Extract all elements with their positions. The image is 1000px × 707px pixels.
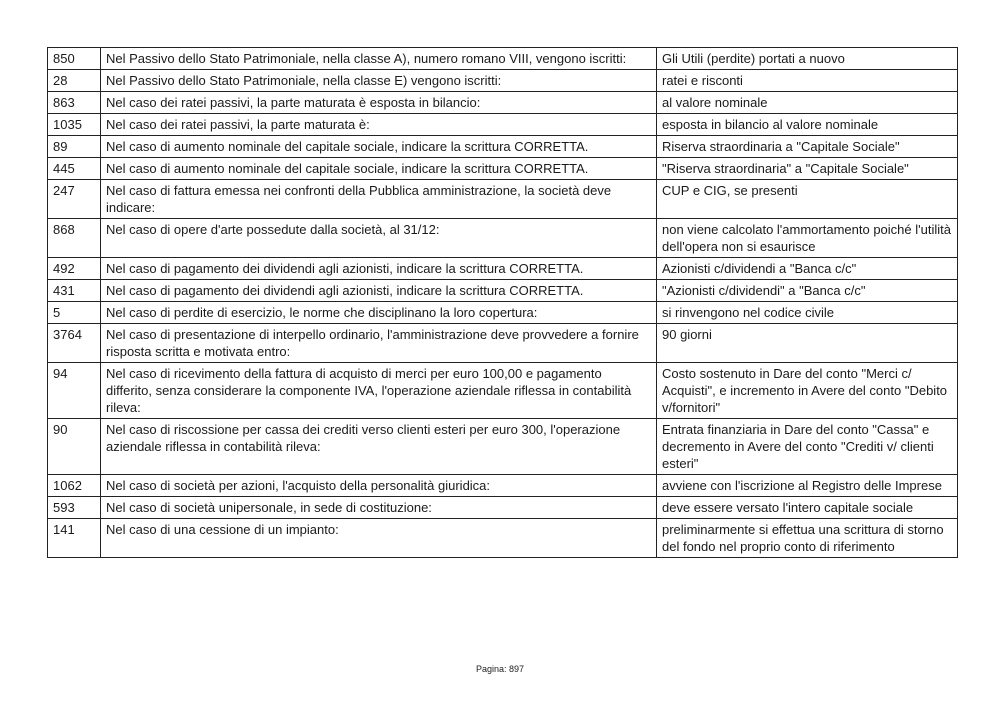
question-text-cell: Nel caso di una cessione di un impianto: (101, 519, 657, 558)
table-row (48, 48, 958, 70)
answer-text-cell: Entrata finanziaria in Dare del conto "Cassa" e decremento in Avere del conto "Crediti v/ clienti esteri" (657, 419, 958, 475)
table-row (48, 497, 958, 519)
table-row (48, 302, 958, 324)
answer-text-cell: al valore nominale (657, 92, 958, 114)
table-row (48, 258, 958, 280)
table-row (48, 114, 958, 136)
table-row (48, 519, 958, 558)
question-id-cell: 90 (48, 419, 101, 475)
answer-text-cell: non viene calcolato l'ammortamento poiché l'utilità dell'opera non si esaurisce (657, 219, 958, 258)
question-text-cell: Nel caso di aumento nominale del capitale sociale, indicare la scrittura CORRETTA. (101, 136, 657, 158)
question-id-cell: 445 (48, 158, 101, 180)
question-id-cell: 141 (48, 519, 101, 558)
question-text-cell: Nel Passivo dello Stato Patrimoniale, nella classe A), numero romano VIII, vengono iscritti: (101, 48, 657, 70)
question-id-cell: 1035 (48, 114, 101, 136)
question-id-cell: 247 (48, 180, 101, 219)
table-row (48, 180, 958, 219)
question-text-cell: Nel caso di fattura emessa nei confronti della Pubblica amministrazione, la società deve indicare: (101, 180, 657, 219)
answer-text-cell: Azionisti c/dividendi a "Banca c/c" (657, 258, 958, 280)
table-row (48, 136, 958, 158)
answer-text-cell: preliminarmente si effettua una scrittura di storno del fondo nel proprio conto di riferimento (657, 519, 958, 558)
question-text-cell: Nel caso di società unipersonale, in sede di costituzione: (101, 497, 657, 519)
answer-text-cell: CUP e CIG, se presenti (657, 180, 958, 219)
question-text-cell: Nel caso di società per azioni, l'acquisto della personalità giuridica: (101, 475, 657, 497)
question-text-cell: Nel caso di pagamento dei dividendi agli azionisti, indicare la scrittura CORRETTA. (101, 280, 657, 302)
answer-text-cell: avviene con l'iscrizione al Registro delle Imprese (657, 475, 958, 497)
answer-text-cell: si rinvengono nel codice civile (657, 302, 958, 324)
table-row (48, 280, 958, 302)
table-row (48, 158, 958, 180)
table-row (48, 419, 958, 475)
question-id-cell: 94 (48, 363, 101, 419)
question-id-cell: 5 (48, 302, 101, 324)
answer-text-cell: esposta in bilancio al valore nominale (657, 114, 958, 136)
answer-text-cell: "Riserva straordinaria" a "Capitale Sociale" (657, 158, 958, 180)
table-row (48, 219, 958, 258)
question-text-cell: Nel caso di presentazione di interpello ordinario, l'amministrazione deve provvedere a fornire risposta scritta e motivata entro: (101, 324, 657, 363)
question-id-cell: 868 (48, 219, 101, 258)
question-id-cell: 492 (48, 258, 101, 280)
question-table (47, 47, 958, 558)
question-text-cell: Nel caso di opere d'arte possedute dalla società, al 31/12: (101, 219, 657, 258)
answer-text-cell: Gli Utili (perdite) portati a nuovo (657, 48, 958, 70)
question-text-cell: Nel caso di riscossione per cassa dei crediti verso clienti esteri per euro 300, l'operazione aziendale riflessa in contabilità rileva: (101, 419, 657, 475)
question-text-cell: Nel caso di pagamento dei dividendi agli azionisti, indicare la scrittura CORRETTA. (101, 258, 657, 280)
question-id-cell: 431 (48, 280, 101, 302)
question-id-cell: 863 (48, 92, 101, 114)
table-row (48, 70, 958, 92)
question-text-cell: Nel caso dei ratei passivi, la parte maturata è: (101, 114, 657, 136)
answer-text-cell: ratei e risconti (657, 70, 958, 92)
answer-text-cell: Costo sostenuto in Dare del conto "Merci c/ Acquisti", e incremento in Avere del conto "Debito v/fornitori" (657, 363, 958, 419)
page-number: Pagina: 897 (475, 664, 525, 674)
question-table-body (48, 48, 958, 558)
table-row (48, 475, 958, 497)
table-row (48, 363, 958, 419)
answer-text-cell: Riserva straordinaria a "Capitale Sociale" (657, 136, 958, 158)
table-row (48, 92, 958, 114)
question-text-cell: Nel caso dei ratei passivi, la parte maturata è esposta in bilancio: (101, 92, 657, 114)
answer-text-cell: 90 giorni (657, 324, 958, 363)
question-id-cell: 850 (48, 48, 101, 70)
question-id-cell: 3764 (48, 324, 101, 363)
question-id-cell: 593 (48, 497, 101, 519)
question-text-cell: Nel caso di ricevimento della fattura di acquisto di merci per euro 100,00 e pagamento differito, senza considerare la componente IVA, l'operazione aziendale riflessa in contabilità rileva: (101, 363, 657, 419)
question-text-cell: Nel Passivo dello Stato Patrimoniale, nella classe E) vengono iscritti: (101, 70, 657, 92)
question-id-cell: 1062 (48, 475, 101, 497)
question-id-cell: 28 (48, 70, 101, 92)
question-id-cell: 89 (48, 136, 101, 158)
question-text-cell: Nel caso di perdite di esercizio, le norme che disciplinano la loro copertura: (101, 302, 657, 324)
table-row (48, 324, 958, 363)
answer-text-cell: deve essere versato l'intero capitale sociale (657, 497, 958, 519)
answer-text-cell: "Azionisti c/dividendi" a "Banca c/c" (657, 280, 958, 302)
question-text-cell: Nel caso di aumento nominale del capitale sociale, indicare la scrittura CORRETTA. (101, 158, 657, 180)
